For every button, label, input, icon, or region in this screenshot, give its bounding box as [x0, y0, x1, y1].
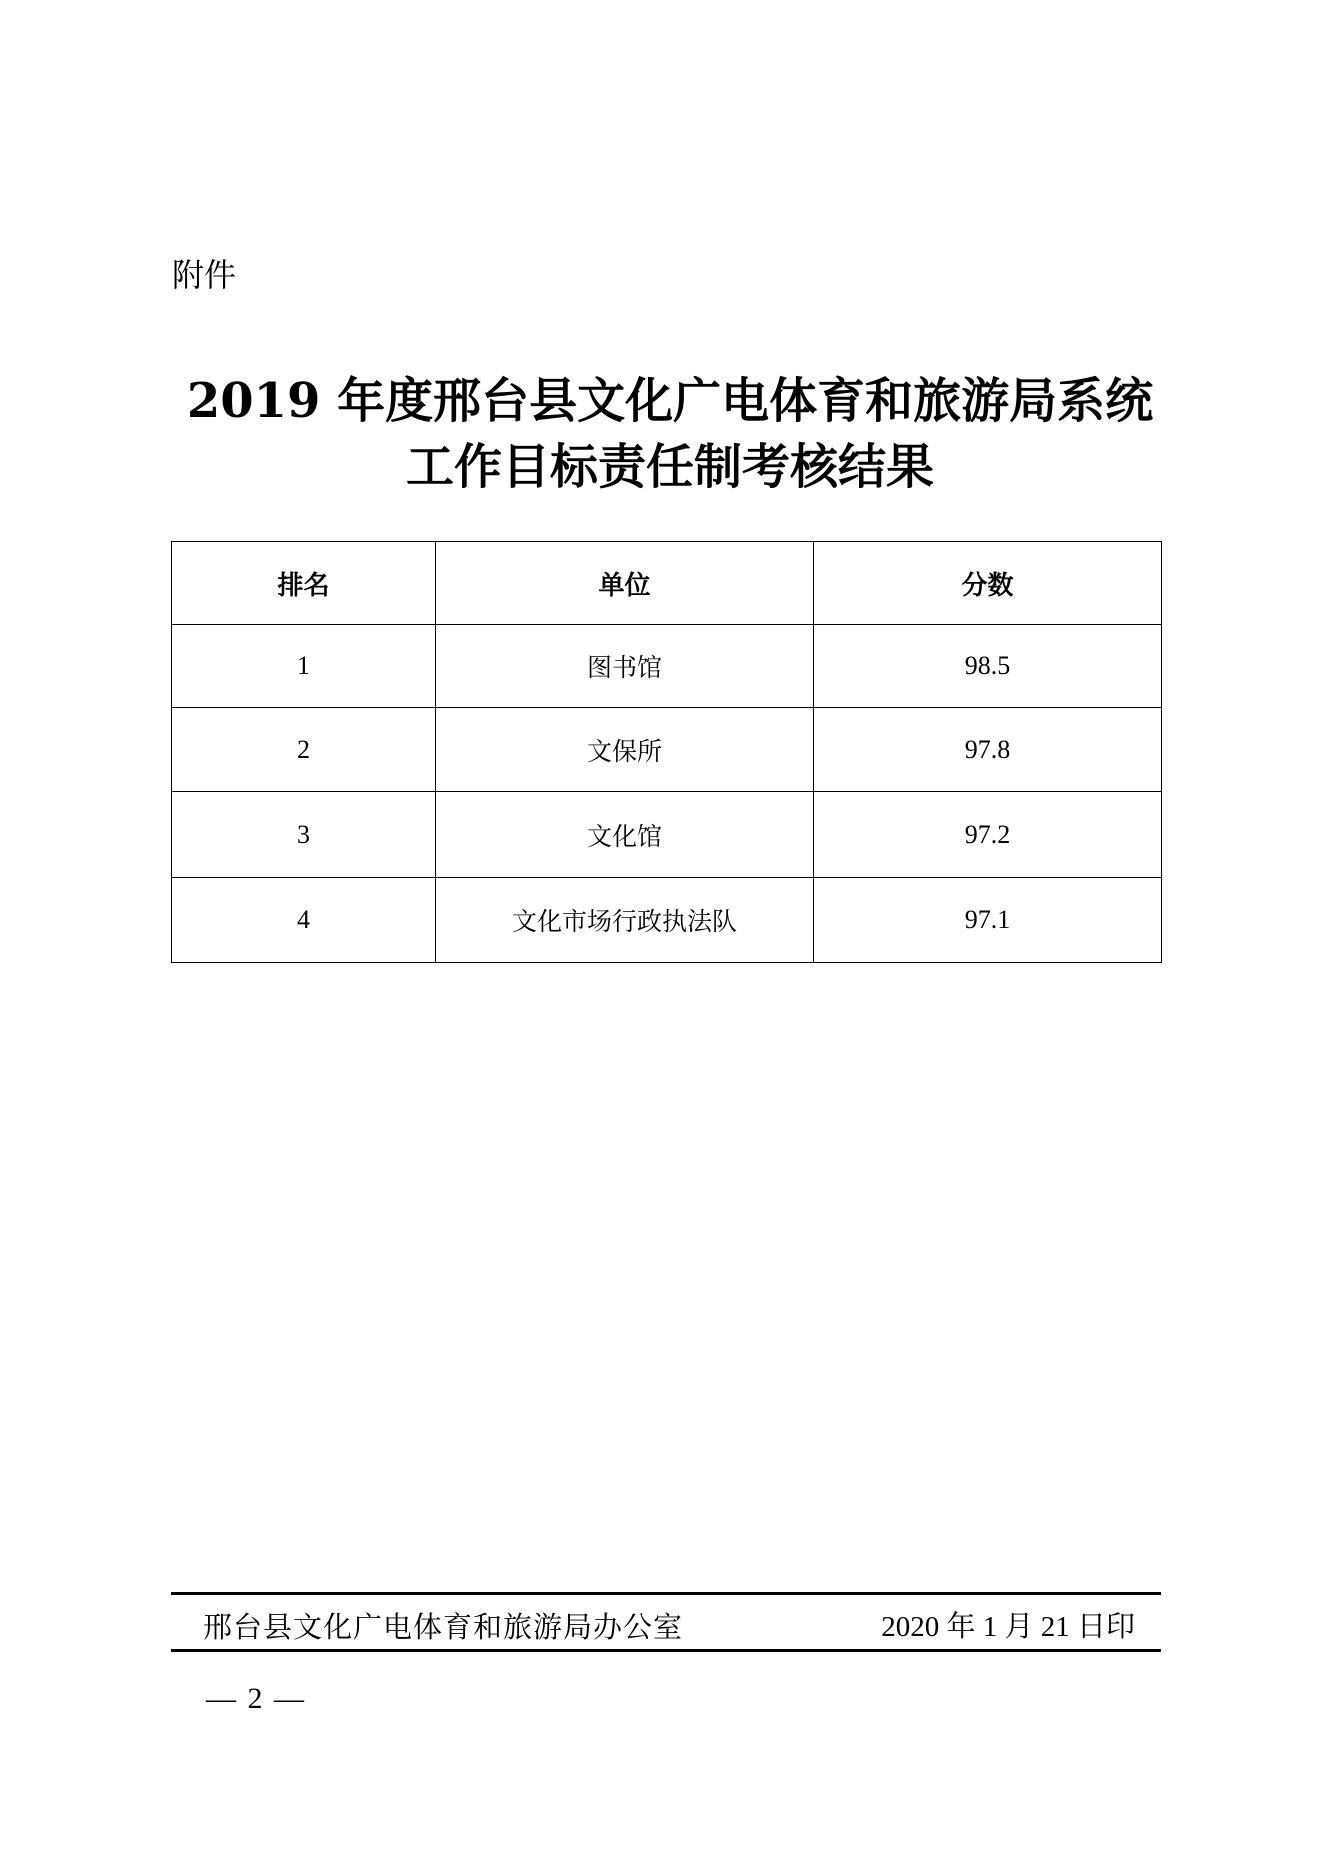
header-unit: 单位: [436, 542, 814, 625]
document-title: [120, 368, 1220, 500]
unit-cell: 文化市场行政执法队: [436, 878, 814, 963]
score-cell: 97.2: [814, 792, 1162, 878]
rank-cell: 4: [172, 878, 436, 963]
unit-cell: 文保所: [436, 708, 814, 792]
page-number: — 2 —: [206, 1682, 306, 1715]
rank-cell: 3: [172, 792, 436, 878]
footer-print-date: 2020 年 1 月 21 日印: [881, 1611, 1135, 1643]
unit-cell: 文化馆: [436, 792, 814, 878]
footer-office: 邢台县文化广电体育和旅游局办公室: [203, 1610, 684, 1644]
table-row: [172, 792, 1162, 878]
title-line-2: 工作目标责任制考核结果: [405, 439, 934, 495]
header-score: 分数: [814, 542, 1162, 625]
rank-cell: 2: [172, 708, 436, 792]
table-row: [172, 878, 1162, 963]
title-line-1: 2019 年度邢台县文化广电体育和旅游局系统: [186, 373, 1154, 429]
score-cell: 98.5: [814, 625, 1162, 708]
results-table: [171, 541, 1162, 963]
score-cell: 97.1: [814, 878, 1162, 963]
table-header-row: [172, 542, 1162, 625]
header-rank: 排名: [172, 542, 436, 625]
table-row: [172, 708, 1162, 792]
unit-cell: 图书馆: [436, 625, 814, 708]
table-row: [172, 625, 1162, 708]
score-cell: 97.8: [814, 708, 1162, 792]
footer-imprint: [171, 1592, 1161, 1652]
attachment-label: 附件: [172, 256, 237, 294]
rank-cell: 1: [172, 625, 436, 708]
